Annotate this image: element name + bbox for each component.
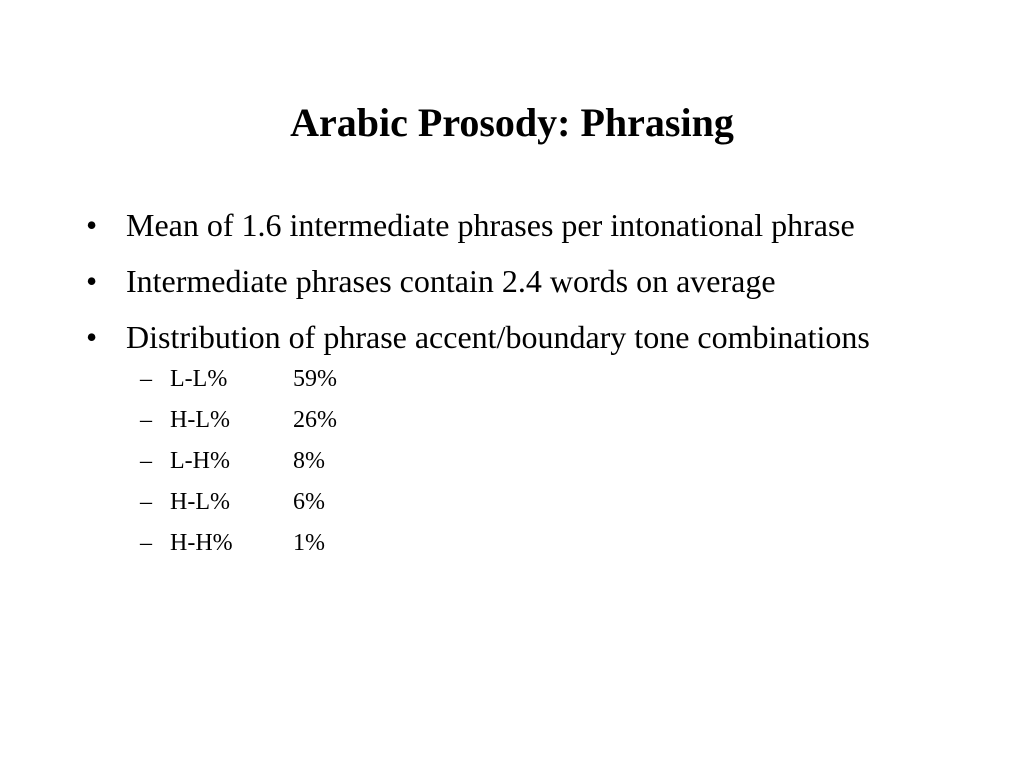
tone-percent: 1% [293, 530, 325, 556]
bullet-marker: • [86, 319, 98, 355]
sub-bullet-marker: – [140, 407, 152, 433]
tone-distribution-item [126, 528, 966, 558]
tone-label: H-H% [170, 530, 233, 556]
tone-percent: 26% [293, 407, 337, 433]
slide-title: Arabic Prosody: Phrasing [290, 100, 734, 145]
bullet-text: Mean of 1.6 intermediate phrases per intonational phrase [126, 207, 855, 243]
sub-bullet-marker: – [140, 448, 152, 474]
tone-percent: 8% [293, 448, 325, 474]
tone-label: H-L% [170, 489, 230, 515]
tone-percent: 59% [293, 366, 337, 392]
tone-label: H-L% [170, 407, 230, 433]
sub-bullet-marker: – [140, 530, 152, 556]
tone-distribution-item [126, 364, 966, 394]
sub-bullet-marker: – [140, 366, 152, 392]
bullet-text: Intermediate phrases contain 2.4 words on average [126, 263, 776, 299]
bullet-text: Distribution of phrase accent/boundary tone combinations [126, 319, 870, 355]
bullet-marker: • [86, 207, 98, 243]
tone-distribution-item [126, 405, 966, 435]
bullet-marker: • [86, 263, 98, 299]
tone-distribution-item [126, 487, 966, 517]
tone-distribution-list [126, 364, 966, 558]
tone-distribution-item [126, 446, 966, 476]
bullet-item [86, 314, 966, 558]
bullet-list [86, 202, 966, 569]
bullet-item [86, 258, 966, 304]
tone-label: L-L% [170, 366, 228, 392]
bullet-item [86, 202, 966, 248]
tone-percent: 6% [293, 489, 325, 515]
sub-bullet-marker: – [140, 489, 152, 515]
tone-label: L-H% [170, 448, 230, 474]
